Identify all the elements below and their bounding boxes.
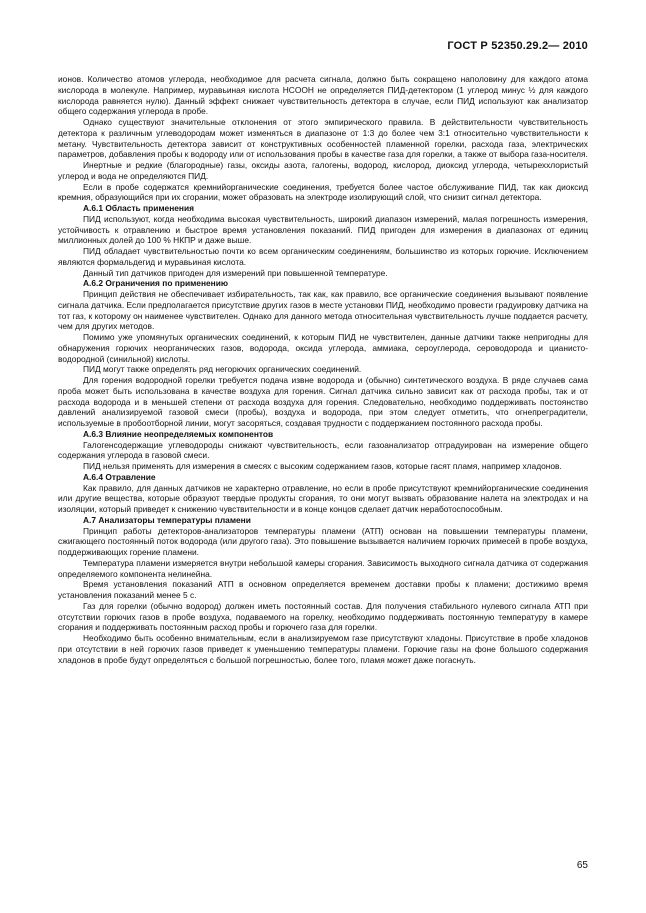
paragraph: Если в пробе содержатся кремнийорганические соединения, требуется более частое обслуживание ПИД, так как диоксид кремния, образующийся при их сгорании, может образовать на электроде изолирующий слой, что снизит сигнал детектора. [58, 181, 588, 203]
paragraph: Газ для горелки (обычно водород) должен иметь постоянный состав. Для получения стабильного нулевого сигнала АТП при отсутствии горючих газов в пробе воздуха, подаваемого на горелку, необходимо поддерживать постоянную температуру в камере сгорания и поддерживать постоянным расход пробы и горючего газа для горелки. [58, 600, 588, 633]
paragraph: Как правило, для данных датчиков не характерно отравление, но если в пробе присутствуют кремнийорганические соединения или другие вещества, которые образуют твердые продукты сгорания, то они могут вызвать образование налета на электродах и на изоляции, который приведет к снижению чувствительности и в конце концов сделает датчик неработоспособным. [58, 482, 588, 514]
paragraph: ионов. Количество атомов углерода, необходимое для расчета сигнала, должно быть сокращено наполовину для каждого атома кислорода в молекуле. Например, муравьиная кислота HCOOH не определяется ПИД-детектором (1 углерод минус ½ для каждого кислорода равняется нулю). Данный эффект снижает чувствительность детектора в случае, если ПИД используют как анализатор общего содержания углерода в пробе. [58, 74, 588, 117]
paragraph: Инертные и редкие (благородные) газы, оксиды азота, галогены, водород, кислород, диоксид углерода, четыреххлористый углерод и вода не определяются ПИД. [58, 160, 588, 181]
paragraph: Принцип действия не обеспечивает избирательность, так как, как правило, все органические соединения вызывают появление сигнала датчика. Если предполагается присутствие других газов в месте установки ПИД, необходимо провести градуировку датчика на тот газ, к которому он наименее чувствителен. Однако для данного метода относительная чувствительность лучше поддается расчету, чем для других методов. [58, 289, 588, 332]
paragraph: Время установления показаний АТП в основном определяется временем доставки пробы к пламени; достижимо время установления показаний менее 5 с. [58, 579, 588, 600]
paragraph: Принцип работы детекторов-анализаторов температуры пламени (АТП) основан на повышении температуры пламени, сжигающего постоянный поток водорода (или другого газа). Это повышение вызывается наличием горючих примесей в пробе воздуха, поддерживающих горение пламени. [58, 525, 588, 557]
paragraph: Данный тип датчиков пригоден для измерений при повышенной температуре. [83, 267, 388, 278]
paragraph: Необходимо быть особенно внимательным, если в анализируемом газе присутствуют хладоны. Присутствие в пробе хладонов при отсутствии в ней горючих газов приведет к уменьшению температуры пламени. Горючие газы на фоне большого содержания хладонов в пробе будут определяться с большой погрешностью, более того, пламя может даже погаснуть. [58, 633, 588, 665]
section-heading: А.6.3 Влияние неопределяемых компонентов [83, 428, 274, 439]
section-heading: А.7 Анализаторы температуры пламени [83, 514, 251, 525]
paragraph: ПИД могут также определять ряд негорючих органических соединений. [83, 364, 362, 375]
paragraph: ПИД обладает чувствительностью почти ко всем органическим соединениям, большинство из которых горючие. Исключением являются формальдегид и муравьиная кислота. [58, 246, 588, 267]
page-number: 65 [576, 860, 588, 871]
paragraph: ПИД используют, когда необходима высокая чувствительность, широкий диапазон измерений, малая погрешность измерения, устойчивость к отравлению и быстрое время установления показаний. ПИД пригоден для измерения в диапазонах от единиц миллионных долей до 100 % НКПР и даже выше. [58, 213, 588, 246]
paragraph: Для горения водородной горелки требуется подача извне водорода и (обычно) синтетического воздуха. В ряде случаев сама проба может быть использована в качестве воздуха для горения. Сигнал датчика сильно зависит как от расхода пробы, так и от расхода водорода и в меньшей степени от расхода воздуха для горения. Следовательно, необходимо поддерживать постоянство давлений анализируемой газовой смеси (пробы), воздуха и водорода, при этом следует отметить, что огнепреградители, используемые в пробоотборной линии, могут засоряться, создавая трудности с поддержанием постоянного расхода пробы. [58, 375, 588, 428]
paragraph: Галогенсодержащие углеводороды снижают чувствительность, если газоанализатор отградуирован на измерение общего содержания углерода в газовой смеси. [58, 439, 588, 461]
section-heading: А.6.4 Отравление [83, 471, 156, 482]
section-heading: А.6.2 Ограничения по применению [83, 278, 229, 289]
paragraph: Помимо уже упомянутых органических соединений, к которым ПИД не чувствителен, данные датчики также непригодны для обнаружения горючих неорганических газов, водорода, оксида углерода, аммиака, сероуглерода, сероводорода и цианисто-водородной (синильной) кислоты. [58, 332, 588, 364]
section-heading: А.6.1 Область применения [83, 203, 195, 213]
document-body [58, 74, 588, 665]
paragraph: Однако существуют значительные отклонения от этого эмпирического правила. В действительности чувствительность детектора к различным углеводородам может изменяться в диапазоне от 1:3 до более чем 3:1 относительно чувствительности к метану. Чувствительность детектора зависит от конструктивных особенностей пламенной горелки, расхода газа, электрических параметров, добавления пробы к водороду или от использования пробы в качестве газа для горелки, а также от выбора газа-носителя. [58, 117, 588, 160]
paragraph: Температура пламени измеряется внутри небольшой камеры сгорания. Зависимость выходного сигнала датчика от содержания определяемого компонента нелинейна. [58, 557, 588, 579]
paragraph: ПИД нельзя применять для измерения в смесях с высоким содержанием газов, которые гасят пламя, например хладонов. [83, 461, 562, 471]
document-code-header: ГОСТ Р 52350.29.2— 2010 [447, 40, 588, 52]
